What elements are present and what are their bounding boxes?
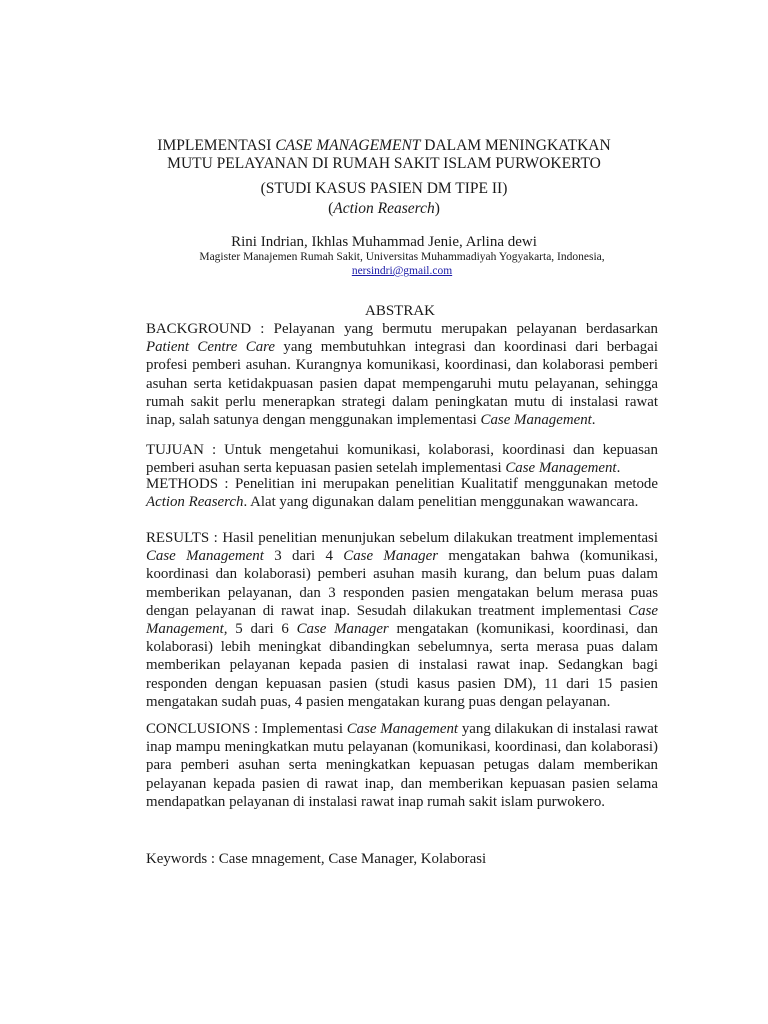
abstract-heading: ABSTRAK xyxy=(364,303,435,319)
title-line-4: (Action Reaserch) xyxy=(328,200,440,217)
title-line-2: MUTU PELAYANAN DI RUMAH SAKIT ISLAM PURWOKERTO xyxy=(167,155,601,172)
email-link[interactable]: nersindri@gmail.com xyxy=(351,265,453,277)
keywords: Keywords : Case mnagement, Case Manager, Kolaborasi xyxy=(146,851,487,867)
tujuan-paragraph: TUJUAN : Untuk mengetahui komunikasi, kolaborasi, koordinasi dan kepuasan pemberi asuhan serta kepuasan pasien setelah implementasi Case Management. xyxy=(146,442,658,477)
background-paragraph: BACKGROUND : Pelayanan yang bermutu merupakan pelayanan berdasarkan Patient Centre Care yang membutuhkan integrasi dan koordinasi dari berbagai profesi pemberi asuhan. Kurangnya komunikasi, koordinasi, dan kolaborasi pemberi asuhan serta ketidakpuasan pasien dapat mempengaruhi mutu pelayanan, sehingga rumah sakit perlu menerapkan strategi dalam peningkatan mutu di instalasi rawat inap, salah satunya dengan menggunakan implementasi Case Management. xyxy=(146,321,658,429)
email-line xyxy=(0,265,768,277)
title-line-3: (STUDI KASUS PASIEN DM TIPE II) xyxy=(260,180,508,197)
title-line-1: IMPLEMENTASI CASE MANAGEMENT DALAM MENINGKATKAN xyxy=(157,137,611,154)
conclusions-paragraph: CONCLUSIONS : Implementasi Case Management yang dilakukan di instalasi rawat inap mampu meningkatkan mutu pelayanan (komunikasi, koordinasi, dan kolaborasi) para pemberi asuhan serta meningkatkan kepuasan petugas dalam memberikan pelayanan kepada pasien di rawat inap, dan memberikan kepuasan pasien selama mendapatkan pelayanan di instalasi rawat inap rumah sakit islam purwokero. xyxy=(146,721,659,810)
methods-paragraph: METHODS : Penelitian ini merupakan penelitian Kualitatif menggunakan metode Action Reaserch. Alat yang digunakan dalam penelitian menggunakan wawancara. xyxy=(146,476,658,511)
authors: Rini Indrian, Ikhlas Muhammad Jenie, Arlina dewi xyxy=(231,234,537,250)
results-paragraph: RESULTS : Hasil penelitian menunjukan sebelum dilakukan treatment implementasi Case Management 3 dari 4 Case Manager mengatakan bahwa (komunikasi, koordinasi dan kolaborasi) pemberi asuhan masih kurang, dan belum puas dalam memberikan pelayanan, dan 3 responden pasien mengatakan belum merasa puas dengan pelayanan di rawat inap. Sesudah dilakukan treatment implementasi Case Management, 5 dari 6 Case Manager mengatakan (komunikasi, koordinasi, dan kolaborasi) lebih meningkat dibandingkan sebelumnya, serta merasa puas dalam memberikan pelayanan kepada pasien di instalasi rawat inap. Sedangkan bagi responden dengan kepuasan pasien (studi kasus pasien DM), 11 dari 15 pasien mengatakan sudah puas, 4 pasien mengatakan kurang puas dengan pelayanan. xyxy=(146,530,659,710)
affiliation: Magister Manajemen Rumah Sakit, Universitas Muhammadiyah Yogyakarta, Indonesia, xyxy=(199,251,605,263)
